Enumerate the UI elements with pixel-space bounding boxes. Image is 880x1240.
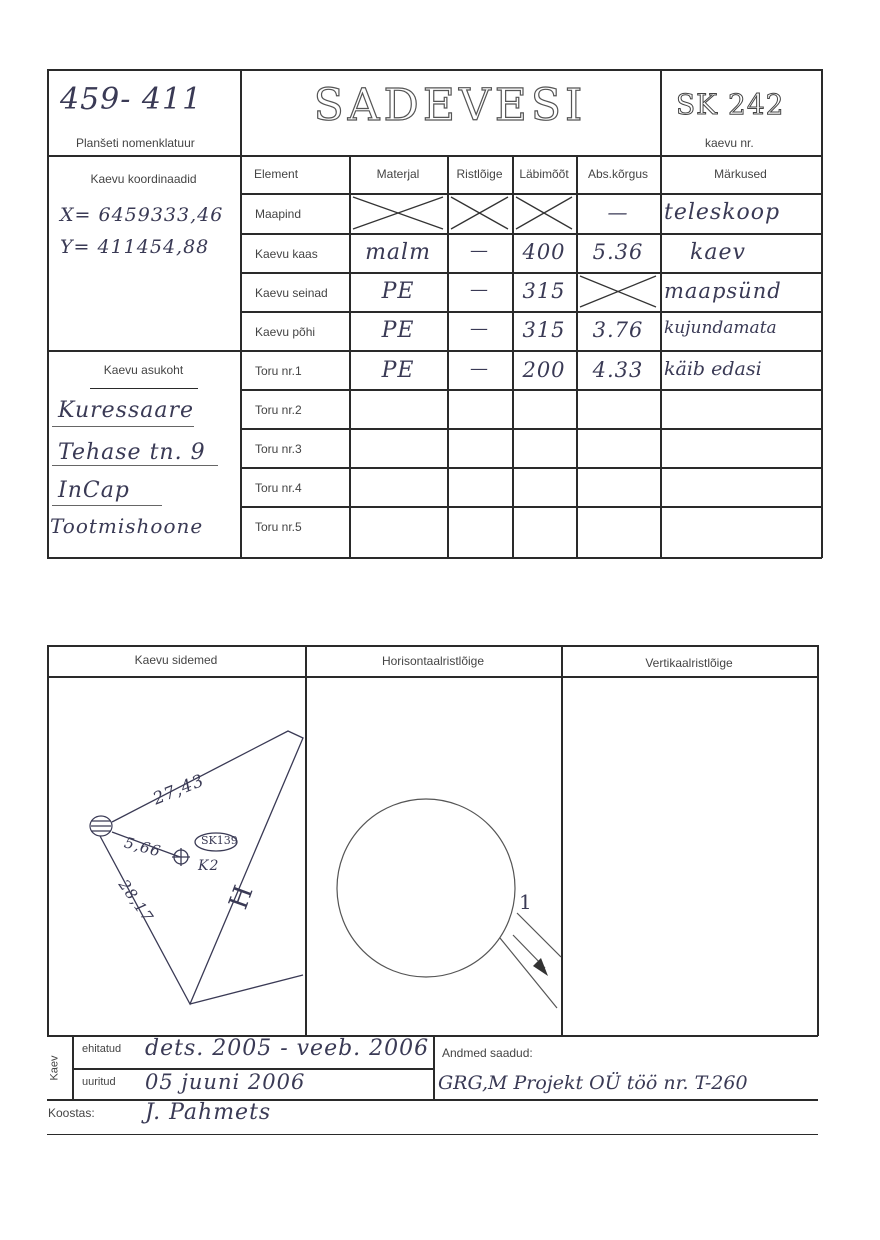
- column-header: Abs.kõrgus: [587, 167, 649, 181]
- tie-distance: 5,66: [122, 833, 164, 861]
- row-element: Kaevu kaas: [255, 247, 318, 261]
- nomenclature-value: 459- 411: [60, 82, 203, 117]
- row-element: Toru nr.1: [255, 364, 302, 378]
- pipe-number: 1: [519, 890, 533, 914]
- cell-note: teleskoop: [664, 200, 781, 225]
- reference-well-sublabel: K2: [198, 858, 220, 874]
- building-mark: H: [223, 880, 260, 914]
- cell-note: käib edasi: [664, 358, 762, 380]
- location-line: InCap: [58, 478, 130, 503]
- location-line: Tootmishoone: [50, 514, 204, 538]
- coordinates-label: Kaevu koordinaadid: [90, 172, 197, 186]
- tie-distance: 27,43: [150, 770, 208, 810]
- section-ties-label: Kaevu sidemed: [134, 653, 218, 667]
- reference-well-label: SK139: [201, 834, 238, 847]
- tie-distance: 28,17: [114, 876, 158, 926]
- column-header: Ristlõige: [456, 167, 503, 181]
- compiler-label: Koostas:: [48, 1106, 95, 1120]
- row-element: Maapind: [255, 207, 302, 221]
- location-line: Tehase tn. 9: [58, 440, 206, 465]
- compiler-value: J. Pahmets: [145, 1100, 272, 1125]
- cell-section: —: [470, 240, 489, 261]
- cell-note: kaev: [690, 240, 746, 265]
- column-header: Läbimõõt: [519, 167, 569, 181]
- data-source-label: Andmed saadud:: [442, 1046, 533, 1060]
- coordinate-x: X= 6459333,46: [60, 204, 224, 226]
- column-header: Element: [254, 167, 299, 181]
- well-number-label: kaevu nr.: [705, 136, 754, 150]
- page-title: SADEVESI: [313, 80, 587, 131]
- section-horizontal-label: Horisontaalristlõige: [381, 654, 485, 668]
- well-number-value: SK 242: [676, 88, 785, 121]
- section-vertical-label: Vertikaalristlõige: [645, 656, 733, 670]
- cell-abs: —: [607, 200, 629, 224]
- cell-diameter: 315: [522, 318, 566, 342]
- cell-section: —: [470, 279, 489, 300]
- cell-abs: 5.36: [592, 240, 644, 264]
- built-value: dets. 2005 - veeb. 2006: [145, 1036, 430, 1061]
- row-element: Toru nr.5: [255, 520, 302, 534]
- flow-arrow-icon: [533, 958, 548, 976]
- cell-section: —: [470, 358, 489, 379]
- cell-note: maapsünd: [664, 279, 782, 303]
- cell-material: PE: [381, 358, 415, 383]
- cell-diameter: 200: [522, 358, 566, 382]
- cell-material: PE: [381, 318, 415, 343]
- row-element: Kaevu seinad: [255, 286, 328, 300]
- row-element: Kaevu põhi: [255, 325, 316, 339]
- cell-note: kujundamata: [664, 318, 777, 338]
- cell-abs: 4.33: [592, 358, 644, 382]
- cell-diameter: 400: [522, 240, 566, 264]
- cell-material: malm: [365, 240, 431, 265]
- surveyed-value: 05 juuni 2006: [145, 1070, 306, 1094]
- cell-diameter: 315: [522, 279, 566, 303]
- nomenclature-label: Planšeti nomenklatuur: [76, 136, 195, 150]
- row-element: Toru nr.4: [255, 481, 302, 495]
- location-line: Kuressaare: [58, 398, 195, 423]
- row-element: Toru nr.3: [255, 442, 302, 456]
- location-label: Kaevu asukoht: [103, 363, 184, 377]
- surveyed-label: uuritud: [82, 1076, 116, 1088]
- data-source-value: GRG,M Projekt OÜ töö nr. T-260: [438, 1072, 748, 1094]
- cell-abs: 3.76: [592, 318, 644, 342]
- built-label: ehitatud: [82, 1043, 122, 1055]
- cell-material: PE: [381, 279, 415, 304]
- coordinate-y: Y= 411454,88: [60, 236, 210, 258]
- column-header: Märkused: [714, 167, 767, 181]
- column-header: Materjal: [376, 167, 420, 181]
- side-label: Kaev: [48, 1055, 61, 1081]
- cell-section: —: [470, 318, 489, 339]
- row-element: Toru nr.2: [255, 403, 302, 417]
